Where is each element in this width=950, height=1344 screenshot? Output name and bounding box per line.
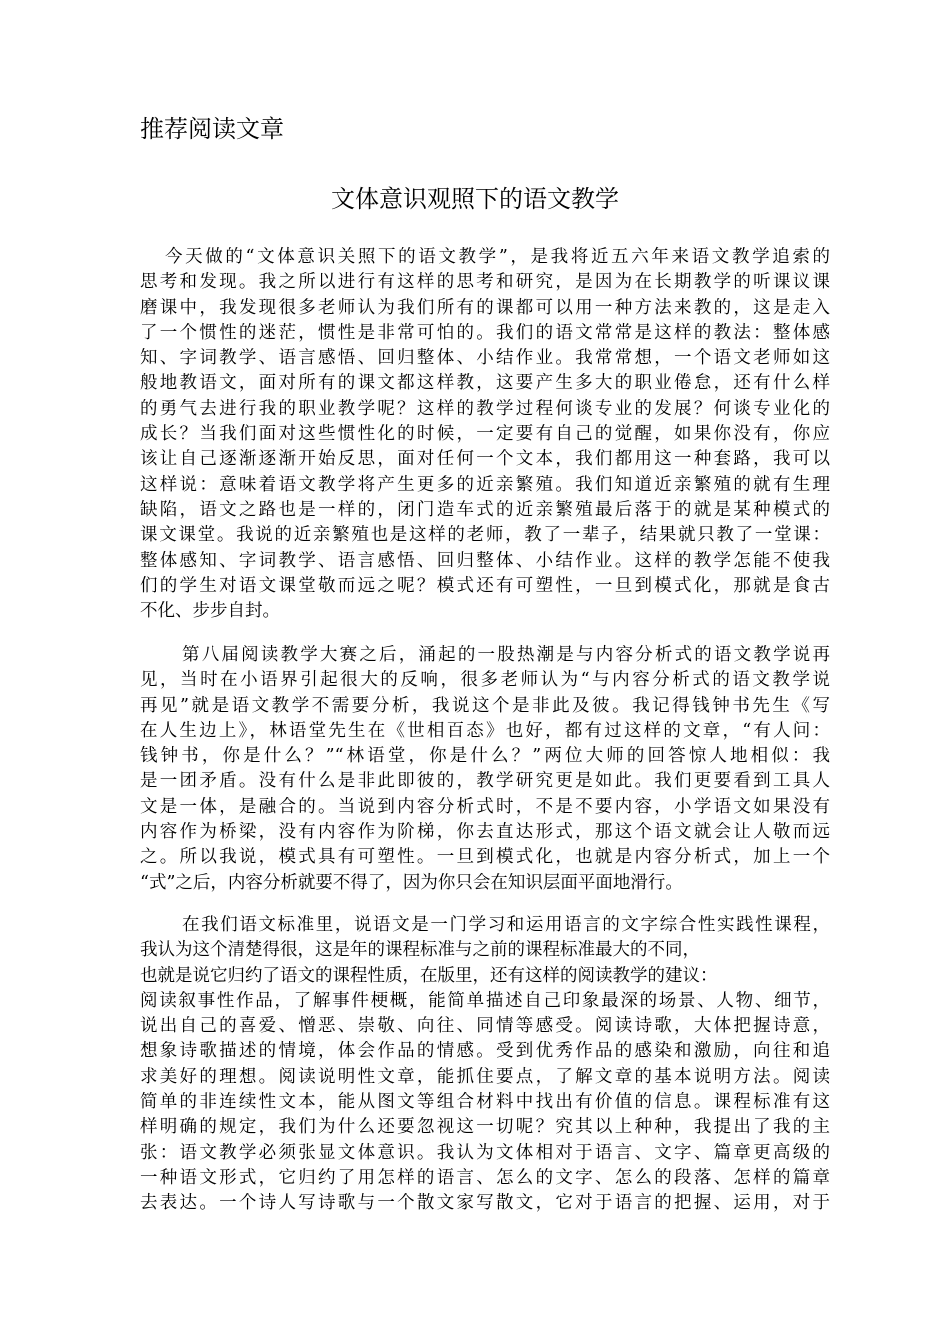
text-line: 张：语文教学必须张显文体意识。我认为文体相对于语言、文字、篇章更高级的 xyxy=(140,1142,830,1163)
text-line: 文是一体，是融合的。当说到内容分析式时，不是不要内容，小学语文如果没有 xyxy=(140,796,830,817)
text-line: 说出自己的喜爱、憎恶、崇敬、向往、同情等感受。阅读诗歌，大体把握诗意， xyxy=(140,1016,830,1037)
text-line: 内容作为桥梁，没有内容作为阶梯，你去直达形式，那这个语文就会让人敬而远 xyxy=(140,822,830,843)
text-line: 是一团矛盾。没有什么是非此即彼的，教学研究更是如此。我们更要看到工具人 xyxy=(140,771,830,792)
text-line: 该让自己逐渐逐渐开始反思，面对任何一个文本，我们都用这一种套路，我可以 xyxy=(140,449,830,470)
text-line: 思考和发现。我之所以进行有这样的思考和研究，是因为在长期教学的听课议课 xyxy=(140,272,830,293)
text-line: 也就是说它归约了语文的课程性质，在版里，还有这样的阅读教学的建议： xyxy=(140,965,718,986)
text-line: 再见”就是语文教学不需要分析，我说这个是非此及彼。我记得钱钟书先生《写 xyxy=(140,695,830,716)
text-line: 简单的非连续性文本，能从图文等组合材料中找出有价值的信息。课程标准有这 xyxy=(140,1092,830,1113)
text-line: 不化、步步自封。 xyxy=(140,601,280,622)
text-line: 阅读叙事性作品，了解事件梗概，能简单描述自己印象最深的场景、人物、细节， xyxy=(140,990,830,1011)
text-line: 样明确的规定，我们为什么还要忽视这一切呢？究其以上种种，我提出了我的主 xyxy=(140,1117,830,1138)
text-line: 想象诗歌描述的情境，体会作品的情感。受到优秀作品的感染和激励，向往和追 xyxy=(140,1041,830,1062)
article-paragraph xyxy=(140,245,830,624)
text-line: 的勇气去进行我的职业教学呢？这样的教学过程何谈专业的发展？何谈专业化的 xyxy=(140,398,830,419)
text-line: 知、字词教学、语言感悟、回归整体、小结作业。我常常想，一个语文老师如这 xyxy=(140,348,830,369)
text-line: 磨课中，我发现很多老师认为我们所有的课都可以用一种方法来教的，这是走入 xyxy=(140,297,830,318)
text-line: 第八届阅读教学大赛之后，涌起的一股热潮是与内容分析式的语文教学说再 xyxy=(182,645,830,665)
text-line: 之。所以我说，模式具有可塑性。一旦到模式化，也就是内容分析式，加上一个 xyxy=(140,847,830,868)
text-line: 们的学生对语文课堂敬而远之呢？模式还有可塑性，一旦到模式化，那就是食古 xyxy=(140,575,830,596)
article-paragraph xyxy=(140,643,830,896)
text-line: 见，当时在小语界引起很大的反响，很多老师认为“与内容分析式的语文教学说 xyxy=(140,670,830,691)
text-line: 课文课堂。我说的近亲繁殖也是这样的老师，教了一辈子，结果就只教了一堂课： xyxy=(140,525,830,546)
text-line: 般地教语文，面对所有的课文都这样教，这要产生多大的职业倦怠，还有什么样 xyxy=(140,373,830,394)
text-line: 我认为这个清楚得很，这是年的课程标准与之前的课程标准最大的不同， xyxy=(140,940,700,961)
article-paragraph xyxy=(140,913,830,1217)
text-line: 这样说：意味着语文教学将产生更多的近亲繁殖。我们知道近亲繁殖的就有生理 xyxy=(140,474,830,495)
text-line: “式”之后，内容分析就要不得了，因为你只会在知识层面平面地滑行。 xyxy=(140,872,683,893)
text-line: 去表达。一个诗人写诗歌与一个散文家写散文，它对于语言的把握、运用，对于 xyxy=(140,1193,830,1214)
text-line: 在人生边上》，林语堂先生在《世相百态》也好，都有过这样的文章，“有人问： xyxy=(140,720,830,741)
text-line: 成长？当我们面对这些惯性化的时候，一定要有自己的觉醒，如果你没有，你应 xyxy=(140,424,830,445)
text-line: 今天做的“文体意识关照下的语文教学”，是我将近五六年来语文教学追索的 xyxy=(165,247,830,267)
text-line: 缺陷，语文之路也是一样的，闭门造车式的近亲繁殖最后落于的就是某种模式的 xyxy=(140,499,830,520)
article-title: 文体意识观照下的语文教学 xyxy=(331,185,619,213)
section-label: 推荐阅读文章 xyxy=(140,115,284,143)
text-line: 求美好的理想。阅读说明性文章，能抓住要点，了解文章的基本说明方法。阅读 xyxy=(140,1066,830,1087)
text-line: 了一个惯性的迷茫，惯性是非常可怕的。我们的语文常常是这样的教法：整体感 xyxy=(140,322,830,343)
text-line: 钱钟书，你是什么？”“林语堂，你是什么？”两位大师的回答惊人地相似：我 xyxy=(140,746,830,767)
text-line: 在我们语文标准里，说语文是一门学习和运用语言的文字综合性实践性课程， xyxy=(182,915,830,935)
text-line: 一种语文形式，它归约了用怎样的语言、怎么的文字、怎么的段落、怎样的篇章 xyxy=(140,1167,830,1188)
text-line: 整体感知、字词教学、语言感悟、回归整体、小结作业。这样的教学怎能不使我 xyxy=(140,550,830,571)
